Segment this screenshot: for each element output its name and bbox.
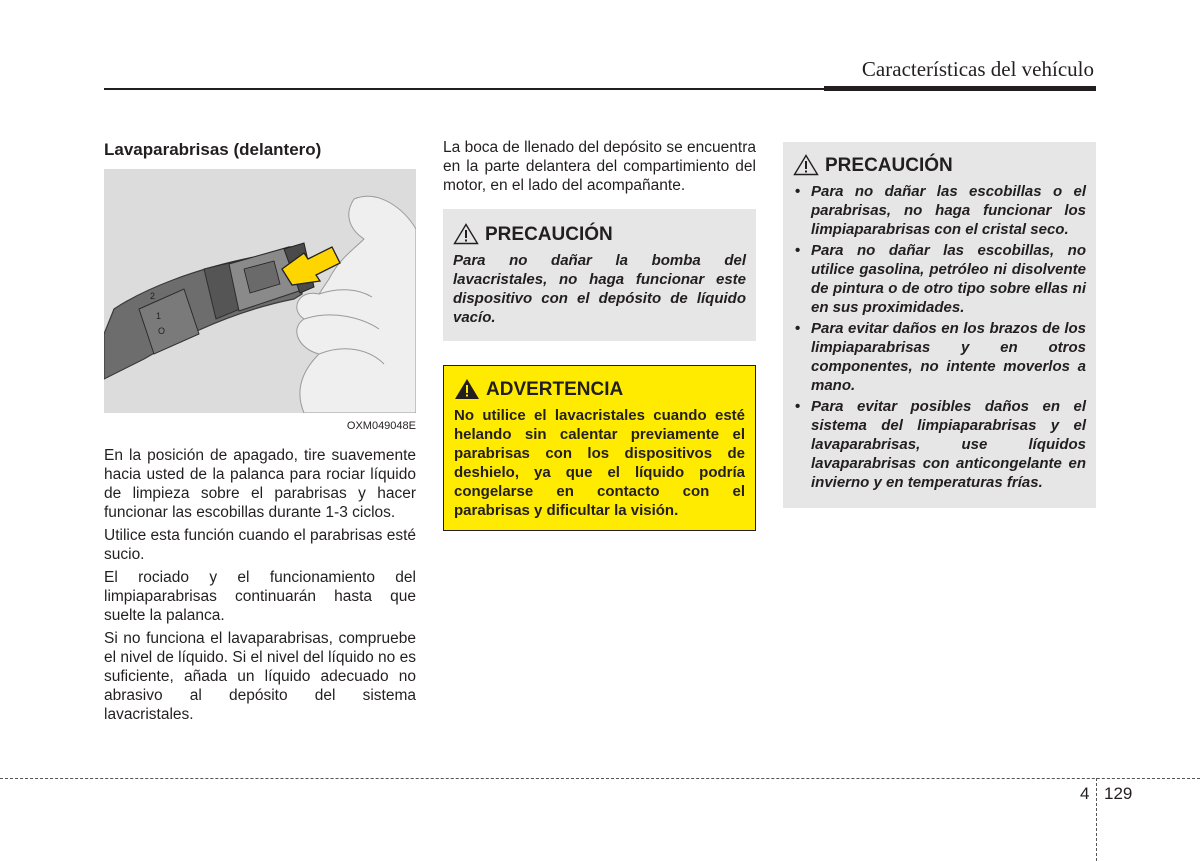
- body-paragraph: En la posición de apagado, tire suavemente hacia usted de la palanca para rociar líquido de limpieza sobre el parabrisas y hacer funcionar las escobillas durante 1-3 ciclos.: [104, 447, 416, 521]
- middle-column: [443, 138, 756, 531]
- wiper-lever-illustration: [104, 169, 416, 413]
- svg-text:O: O: [158, 326, 166, 336]
- warning-text: No utilice el lavacristales cuando esté helando sin calentar previamente el parabrisas con los dispositivos de deshielo, ya que el líquido podría congelarse en contacto con el parabrisas y dificultar la visión.: [454, 407, 745, 519]
- list-item: • Para evitar daños en los brazos de los limpiaparabrisas y en otros componentes, no intente moverlos a mano.: [793, 319, 1086, 395]
- svg-text:1: 1: [156, 311, 162, 321]
- caution-list: [793, 182, 1086, 492]
- right-column: [783, 138, 1096, 508]
- caution-box: [443, 209, 756, 341]
- warning-box: [443, 365, 756, 531]
- footer-dashed-rule: [0, 778, 1200, 779]
- header-rule-accent: [824, 86, 1096, 91]
- svg-text:2: 2: [150, 291, 156, 301]
- body-paragraph: La boca de llenado del depósito se encuentra en la parte delantera del compartimiento del motor, en el lado del acompañante.: [443, 139, 756, 194]
- page-number: 129: [1104, 784, 1133, 803]
- body-paragraph: Utilice esta función cuando el parabrisas esté sucio.: [104, 527, 416, 563]
- caution-title: PRECAUCIÓN: [485, 223, 613, 245]
- page-header-title: Características del vehículo: [861, 57, 1094, 81]
- figure-code: OXM049048E: [346, 420, 416, 432]
- warning-triangle-outline-icon: [793, 154, 819, 176]
- warning-triangle-outline-icon: [453, 223, 479, 245]
- caution-text: Para no dañar la bomba del lavacristales, no haga funcionar este dispositivo con el depósito de líquido vacío.: [453, 252, 746, 326]
- list-item: • Para no dañar las escobillas o el parabrisas, no haga funcionar los limpiaparabrisas con el cristal seco.: [793, 182, 1086, 239]
- warning-title: ADVERTENCIA: [486, 378, 624, 400]
- footer-dashed-divider: [1096, 778, 1097, 861]
- list-item: • Para evitar posibles daños en el sistema del limpiaparabrisas y el lavaparabrisas, use líquidos lavaparabrisas con anticongelante en invierno y en temperaturas frías.: [793, 397, 1086, 492]
- caution-box: [783, 142, 1096, 508]
- chapter-number: 4: [1080, 784, 1090, 803]
- list-item: • Para no dañar las escobillas, no utilice gasolina, petróleo ni disolvente de pintura o de otro tipo sobre ellas ni en sus proximidades.: [793, 241, 1086, 317]
- body-paragraph: Si no funciona el lavaparabrisas, compruebe el nivel de líquido. Si el nivel del líquido no es suficiente, añada un líquido adecuado no abrasivo al depósito del sistema lavacristales.: [104, 630, 416, 723]
- body-paragraph: El rociado y el funcionamiento del limpiaparabrisas continuarán hasta que suelte la palanca.: [104, 569, 416, 624]
- wiper-lever-drawing: [104, 169, 416, 413]
- section-title: Lavaparabrisas (delantero): [104, 140, 322, 159]
- warning-triangle-filled-icon: [454, 378, 480, 400]
- caution-title: PRECAUCIÓN: [825, 154, 953, 176]
- left-column: [104, 138, 416, 728]
